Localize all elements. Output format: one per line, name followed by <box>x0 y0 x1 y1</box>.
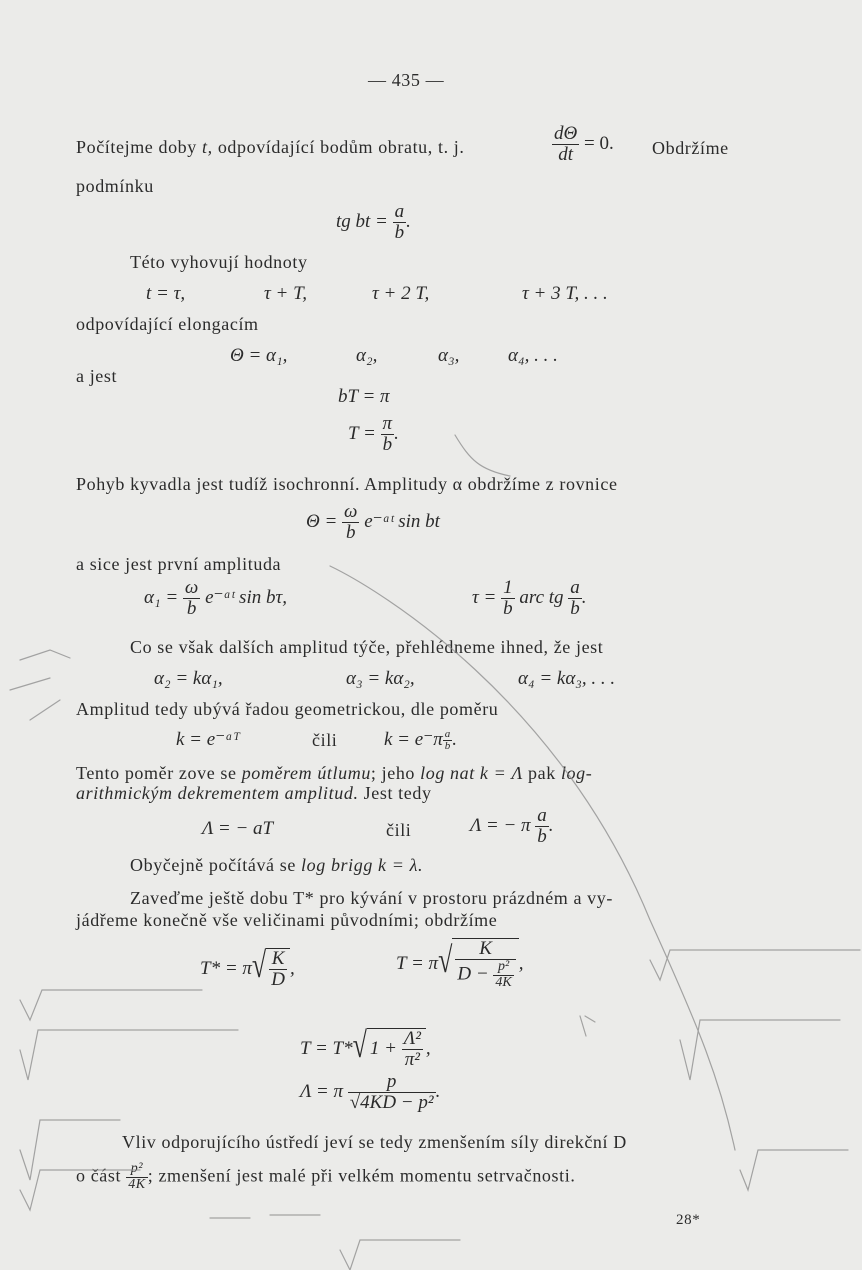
text-line: a sice jest první amplituda <box>76 554 282 574</box>
text-line: Obyčejně počítává se log brigg k = λ. <box>130 855 424 875</box>
equation-tg: tg bt = $\frac{a}{b}$ . <box>336 201 411 243</box>
t-value: τ + 2 T, <box>372 283 430 304</box>
equation-alpha1: α₁ = $\frac{\omega}{b}$ e⁻ᵃᵗ sin bτ, <box>144 577 288 619</box>
elongation: α₂, <box>356 345 378 366</box>
equation-theta: Θ = $\frac{\omega}{b}$ e⁻ᵃᵗ sin bt <box>306 501 440 543</box>
pencil-radical <box>20 990 238 1080</box>
alpha-relation: α₃ = kα₂, <box>346 668 415 689</box>
text-line: Amplitud tedy ubývá řadou geometrickou, dle poměru <box>76 699 499 719</box>
text-line: a jest <box>76 366 118 386</box>
text-line: Obdržíme <box>652 138 729 158</box>
equation-T2: T = π√ K D − $\frac{\text{p²}}{4K}$ , <box>396 938 524 990</box>
pencil-radical <box>740 1150 848 1190</box>
elongation: Θ = α₁, <box>230 345 288 366</box>
text-line: Této vyhovují hodnoty <box>130 252 308 272</box>
equation-T3: T = T*√ 1 + $\frac{\text{Λ²}}{\text{π²}}$ , <box>300 1024 431 1070</box>
elongation: α₃, <box>438 345 460 366</box>
pencil-radical <box>650 950 860 1080</box>
text-line: Co se však dalších amplitud týče, přehlédneme ihned, že jest <box>130 637 604 657</box>
text-cili: čili <box>386 820 412 840</box>
alpha-relation: α₄ = kα₃, . . . <box>518 668 616 689</box>
equation-tau: τ = $\frac{1}{b}$ arc tg $\frac{a}{b}$ . <box>472 577 587 619</box>
equation-lambda1: Λ = − aT <box>202 818 274 839</box>
text-cili: čili <box>312 730 338 750</box>
equation-lambda2: Λ = − π $\frac{a}{b}$ . <box>470 805 554 847</box>
pencil-curve <box>455 435 510 476</box>
footer-signature: 28* <box>676 1212 701 1228</box>
alpha-relation: α₂ = kα₁, <box>154 668 223 689</box>
text-line: Vliv odporujícího ústředí jeví se tedy zmenšením síly direkční D <box>122 1132 627 1152</box>
text-line: o část $\frac{\text{p²}}{4K}$ ; zmenšení jest malé při velkém momentu setrvačnosti. <box>76 1161 576 1192</box>
equation-T: T = $\frac{\pi}{b}$ . <box>348 413 399 455</box>
text-line: odpovídající elongacím <box>76 314 259 334</box>
equation-bT: bT = π <box>338 386 390 407</box>
text-line: Zaveďme ještě dobu T* pro kývání v prostoru prázdném a vy- <box>130 888 613 908</box>
t-value: τ + T, <box>264 283 308 304</box>
text-line: Tento poměr zove se poměrem útlumu; jeho log nat k = Λ pak log- <box>76 763 593 783</box>
equation-Tstar: T* = π√ $\frac{K}{D}$ , <box>200 944 295 990</box>
pencil-radical <box>20 1120 140 1210</box>
text-line: arithmickým dekrementem amplitud. Jest tedy <box>76 783 432 803</box>
text-line: podmínku <box>76 176 154 196</box>
t-value: t = τ, <box>146 283 186 304</box>
pencil-stroke <box>10 650 70 720</box>
text-line: jádřeme konečně vše veličinami původními; obdržíme <box>76 910 498 930</box>
text-line: Pohyb kyvadla jest tudíž isochronní. Amplitudy α obdržíme z rovnice <box>76 474 618 494</box>
pencil-stroke <box>210 1215 460 1270</box>
equation-k2: k = e⁻π $\frac{a}{b}$ . <box>384 727 457 753</box>
equation-k1: k = e⁻ᵃᵀ <box>176 729 241 750</box>
text-line: Počítejme doby t, odpovídající bodům obratu, t. j. <box>76 137 465 157</box>
elongation: α₄, . . . <box>508 345 558 366</box>
page-number-header: — 435 — <box>368 70 445 90</box>
pencil-curve <box>330 566 735 1150</box>
t-value: τ + 3 T, . . . <box>522 283 608 304</box>
equation-lambda3: Λ = π $\frac{p}{\text{√4KD − p²}}$ . <box>300 1071 441 1113</box>
pencil-stroke <box>580 1016 595 1036</box>
derivative-fraction: $\frac{d\Theta}{dt}$ = 0. <box>554 123 614 165</box>
